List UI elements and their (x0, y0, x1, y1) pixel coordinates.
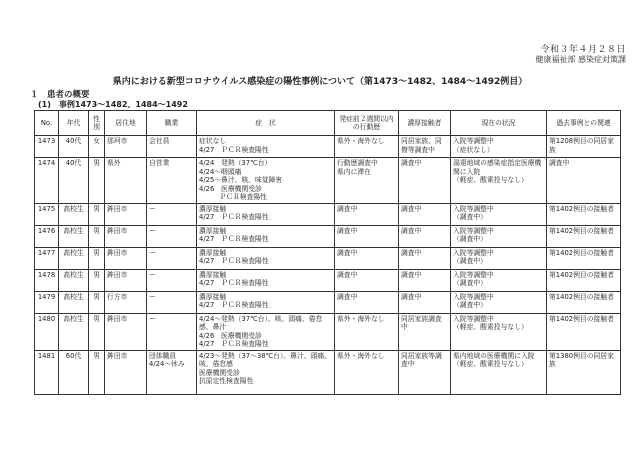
cell-contacts: 調査中 (399, 203, 451, 225)
cell-no: 1477 (35, 247, 59, 269)
cell-history: 調査中 (335, 247, 399, 269)
cell-history: 調査中 (335, 203, 399, 225)
column-header: 性別 (89, 111, 105, 136)
cell-no: 1476 (35, 225, 59, 247)
cell-residence: 鉾田市 (105, 247, 147, 269)
cell-relation: 調査中 (547, 158, 621, 204)
cell-symptoms: 濃厚接触 4/27 ＰＣＲ検査陽性 (197, 291, 335, 313)
table-row (35, 136, 621, 158)
cell-age: 高校生 (59, 269, 89, 291)
cell-contacts: 同居家族等調査中 (399, 350, 451, 394)
table-row (35, 203, 621, 225)
cell-status: 入院等調整中 （調査中） (451, 225, 547, 247)
cell-symptoms: 症状なし 4/27 ＰＣＲ検査陽性 (197, 136, 335, 158)
cell-relation: 第1402例目の接触者 (547, 313, 621, 350)
cell-symptoms: 濃厚接触 4/27 ＰＣＲ検査陽性 (197, 203, 335, 225)
cell-status: 入院等調整中 （調査中） (451, 247, 547, 269)
cell-history: 行動歴調査中 県内に滞在 (335, 158, 399, 204)
cell-age: 高校生 (59, 291, 89, 313)
cell-history: 県外・海外なし (335, 313, 399, 350)
cell-contacts: 同居家族、同僚等調査中 (399, 136, 451, 158)
cell-contacts: 同居家族調査中 (399, 313, 451, 350)
cell-status: 県内地域の医療機関に入院 （軽症、酸素投与なし） (451, 350, 547, 394)
table-row (35, 269, 621, 291)
cell-no: 1481 (35, 350, 59, 394)
cell-job: ー (147, 269, 197, 291)
column-header: No. (35, 111, 59, 136)
cell-age: 40代 (59, 136, 89, 158)
cell-no: 1479 (35, 291, 59, 313)
cell-relation: 第1380例目の同居家族 (547, 350, 621, 394)
cell-symptoms: 4/24 発熱（37℃台） 4/24～咽頭痛 4/25～鼻汁、咳、味覚障害 4/26 医療機関受診 ＰＣＲ検査陽性 (197, 158, 335, 204)
cell-symptoms: 濃厚接触 4/27 ＰＣＲ検査陽性 (197, 269, 335, 291)
cell-residence: 鉾田市 (105, 225, 147, 247)
cell-residence: 行方市 (105, 291, 147, 313)
cell-status: 入院等調整中 （調査中） (451, 269, 547, 291)
cell-relation: 第1402例目の接触者 (547, 269, 621, 291)
cell-relation: 第1402例目の接触者 (547, 291, 621, 313)
cases-table (34, 110, 621, 395)
cell-age: 60代 (59, 350, 89, 394)
cell-sex: 男 (89, 158, 105, 204)
cell-relation: 第1402例目の接触者 (547, 225, 621, 247)
cell-job: 自営業 (147, 158, 197, 204)
table-header-row (35, 111, 621, 136)
table-row (35, 313, 621, 350)
cell-sex: 男 (89, 291, 105, 313)
cell-relation: 第1402例目の接触者 (547, 203, 621, 225)
cell-job: ー (147, 203, 197, 225)
cell-sex: 女 (89, 136, 105, 158)
cell-no: 1478 (35, 269, 59, 291)
cell-sex: 男 (89, 313, 105, 350)
cell-history: 調査中 (335, 291, 399, 313)
cell-sex: 男 (89, 269, 105, 291)
cell-age: 高校生 (59, 247, 89, 269)
cell-job: 団体職員 4/24～休み (147, 350, 197, 394)
cell-status: 湯遠地域の感染症指定医療機関に入院 （軽症、酸素投与なし） (451, 158, 547, 204)
document-title: 県内における新型コロナウイルス感染症の陽性事例について（第1473～1482、1484～1492例目） (112, 77, 528, 87)
column-header: 職業 (147, 111, 197, 136)
cell-sex: 男 (89, 350, 105, 394)
column-header: 居住地 (105, 111, 147, 136)
cell-age: 高校生 (59, 313, 89, 350)
column-header: 濃厚接触者 (399, 111, 451, 136)
section-heading: １ 患者の概要 (30, 90, 90, 100)
cell-relation: 第1208例目の同居家族 (547, 136, 621, 158)
table-row (35, 225, 621, 247)
cell-no: 1473 (35, 136, 59, 158)
cell-residence: 鉾田市 (105, 313, 147, 350)
cell-contacts: 調査中 (399, 225, 451, 247)
cell-age: 高校生 (59, 225, 89, 247)
cell-sex: 男 (89, 247, 105, 269)
document-date: 令和３年４月２８日 (540, 45, 626, 55)
cell-contacts: 調査中 (399, 247, 451, 269)
cell-symptoms: 4/23～発熱（37～38℃台）、鼻汁、頭痛、咳、倦怠感 医療機関受診 抗原定性検査陽性 (197, 350, 335, 394)
cell-residence: 鉾田市 (105, 269, 147, 291)
cell-status: 入院等調整中 （軽症、酸素投与なし） (451, 313, 547, 350)
cell-sex: 男 (89, 225, 105, 247)
cell-residence: 鉾田市 (105, 203, 147, 225)
cell-sex: 男 (89, 203, 105, 225)
column-header: 年代 (59, 111, 89, 136)
cell-age: 40代 (59, 158, 89, 204)
cell-history: 県外・海外なし (335, 136, 399, 158)
cell-residence: 県外 (105, 158, 147, 204)
cell-job: ー (147, 247, 197, 269)
cell-job: ー (147, 225, 197, 247)
table-row (35, 291, 621, 313)
cell-age: 高校生 (59, 203, 89, 225)
cell-residence: 那珂市 (105, 136, 147, 158)
cell-history: 調査中 (335, 269, 399, 291)
column-header: 発症前２週間以内の行動歴 (335, 111, 399, 136)
cell-no: 1480 (35, 313, 59, 350)
table-row (35, 158, 621, 204)
cell-symptoms: 濃厚接触 4/27 ＰＣＲ検査陽性 (197, 225, 335, 247)
column-header: 現在の状況 (451, 111, 547, 136)
cell-no: 1474 (35, 158, 59, 204)
cell-symptoms: 濃厚接触 4/27 ＰＣＲ検査陽性 (197, 247, 335, 269)
cell-residence: 鉾田市 (105, 350, 147, 394)
cell-contacts: 調査中 (399, 291, 451, 313)
cell-status: 入院等調整中 （症状なし） (451, 136, 547, 158)
section-subheading: (1) 事例1473～1482、1484～1492 (38, 100, 188, 109)
cell-history: 県外・海外なし (335, 350, 399, 394)
cell-contacts: 調査中 (399, 269, 451, 291)
cell-job: 会社員 (147, 136, 197, 158)
cell-history: 調査中 (335, 225, 399, 247)
cell-symptoms: 4/24～発熱（37℃台）、咳、頭痛、倦怠感、鼻汁 4/26 医療機関受診 4/27 ＰＣＲ検査陽性 (197, 313, 335, 350)
cell-status: 入院等調整中 （調査中） (451, 291, 547, 313)
cell-no: 1475 (35, 203, 59, 225)
cell-relation: 第1402例目の接触者 (547, 247, 621, 269)
table-row (35, 350, 621, 394)
cell-contacts: 調査中 (399, 158, 451, 204)
cell-job: ー (147, 313, 197, 350)
table-body (35, 136, 621, 395)
cell-job: ー (147, 291, 197, 313)
cell-status: 入院等調整中 （調査中） (451, 203, 547, 225)
issuing-department: 健康福祉部 感染症対策課 (535, 55, 626, 64)
table-row (35, 247, 621, 269)
column-header: 過去事例との関連 (547, 111, 621, 136)
column-header: 症 状 (197, 111, 335, 136)
